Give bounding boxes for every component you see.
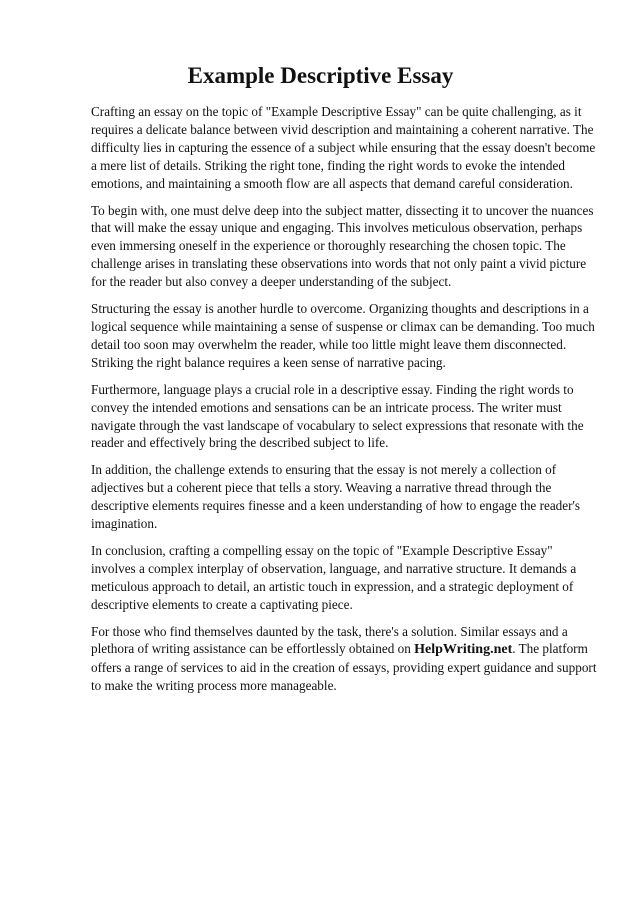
paragraph-language: Furthermore, language plays a crucial role in a descriptive essay. Finding the right words to convey the intended emotions and sensations can be an intricate process. The writer must navigate through the vast landscape of vocabulary to select expressions that resonate with the reader and effectively bring the described subject to life. xyxy=(91,381,584,451)
paragraph-subject-matter: To begin with, one must delve deep into the subject matter, dissecting it to uncover the nuances that will make the essay unique and engaging. This involves meticulous observation, perhaps even immersing oneself in the experience or thoroughly researching the chosen topic. The challenge arises in translating these observations into words that not only paint a vivid picture for the reader but also convey a deeper understanding of the subject. xyxy=(91,202,594,290)
helpwriting-link[interactable]: HelpWriting.net xyxy=(414,642,513,658)
document-title: Example Descriptive Essay xyxy=(187,63,454,88)
closing-text-after-link: . The platform offers a range of services to aid in the creation of essays, providing expert guidance and support to make the writing process more manageable. xyxy=(91,641,597,694)
paragraph-structure: Structuring the essay is another hurdle to overcome. Organizing thoughts and descriptions in a logical sequence while maintaining a sense of suspense or climax can be demanding. Too much detail too soon may overwhelm the reader, while too little might leave them disconnected. Striking the right balance requires a keen sense of narrative pacing. xyxy=(91,301,595,370)
paragraph-intro: Crafting an essay on the topic of "Example Descriptive Essay" can be quite challenging, as it requires a delicate balance between vivid description and maintaining a coherent narrative. The difficulty lies in capturing the essence of a subject while ensuring that the essay doesn't become a mere list of details. Striking the right tone, finding the right words to evoke the intended emotions, and maintaining a smooth flow are all aspects that demand careful consideration. xyxy=(91,104,596,191)
paragraph-coherence: In addition, the challenge extends to ensuring that the essay is not merely a collection of adjectives but a coherent piece that tells a story. Weaving a narrative thread through the descriptive elements requires finesse and a keen understanding of how to engage the reader's imagination. xyxy=(91,462,581,532)
closing-text-before-link: For those who find themselves daunted by the task, there's a solution. Similar essays and a plethora of writing assistance can be effortlessly obtained on xyxy=(91,623,568,657)
paragraph-closing xyxy=(91,623,598,696)
paragraph-conclusion: In conclusion, crafting a compelling essay on the topic of "Example Descriptive Essay" involves a complex interplay of observation, language, and narrative structure. It demands a meticulous approach to detail, an artistic touch in expression, and a strategic deployment of descriptive elements to create a captivating piece. xyxy=(91,542,577,612)
